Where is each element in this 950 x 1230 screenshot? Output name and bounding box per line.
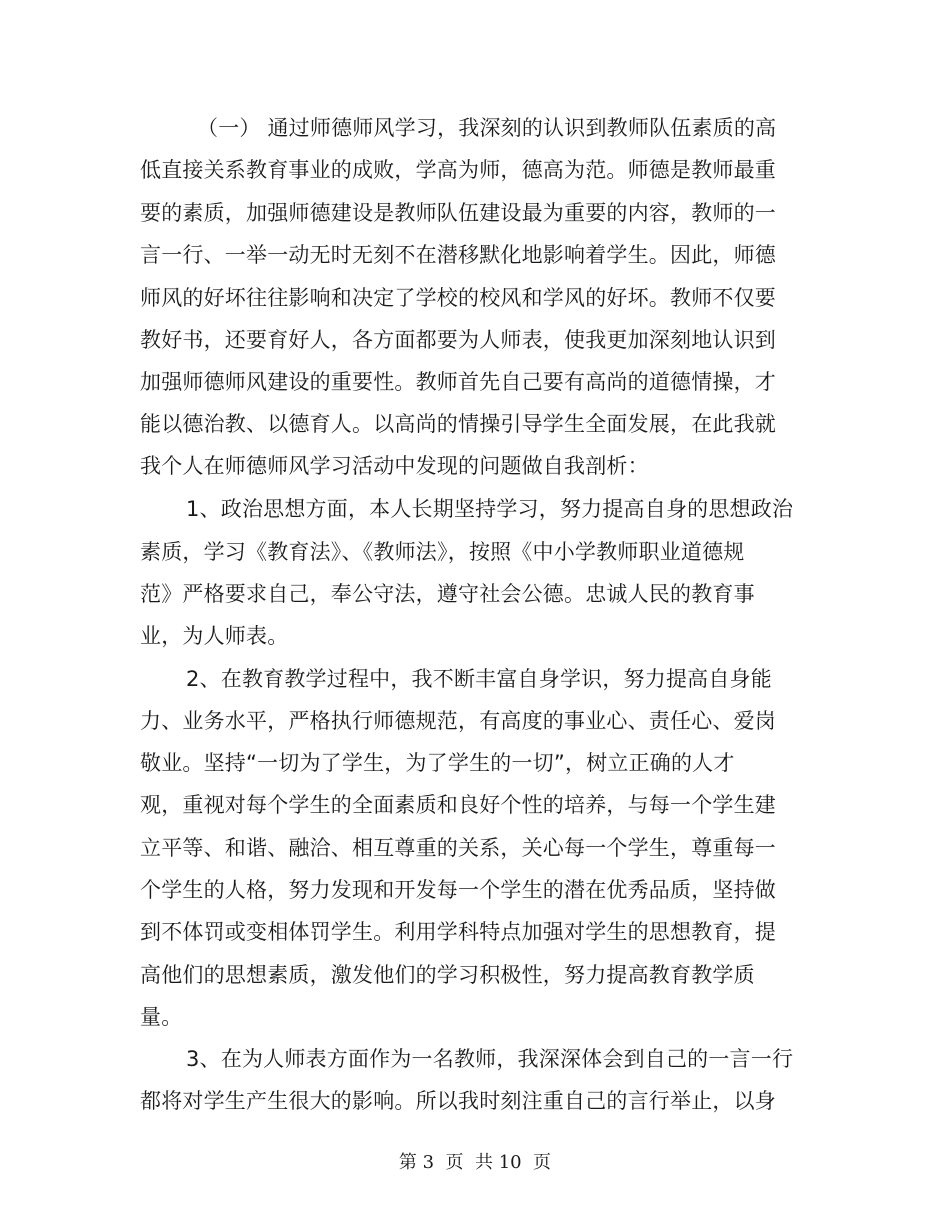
paragraph-3-line-5: 立平等、和谐、融洽、相互尊重的关系，关心每一个学生，尊重每一 xyxy=(140,836,776,860)
paragraph-2-line-4: 业，为人师表。 xyxy=(140,624,289,648)
paragraph-2-line-2: 素质，学习《教育法》、《教师法》，按照《中小学教师职业道德规 xyxy=(140,540,745,564)
paragraph-1-line-8: 能以德治教、以德育人。以高尚的情操引导学生全面发展，在此我就 xyxy=(140,412,776,436)
paragraph-1-line-3: 要的素质，加强师德建设是教师队伍建设最为重要的内容，教师的一 xyxy=(140,201,776,225)
paragraph-1-line-5: 师风的好坏往往影响和决定了学校的校风和学风的好坏。教师不仅要 xyxy=(140,286,776,310)
paragraph-3-line-1: 2、在教育教学过程中，我不断丰富自身学识，努力提高自身能 xyxy=(186,667,772,691)
paragraph-1-line-1: （一） 通过师德师风学习，我深刻的认识到教师队伍素质的高 xyxy=(197,116,777,140)
paragraph-3-line-8: 高他们的思想素质，激发他们的学习积极性，努力提高教育教学质 xyxy=(140,963,755,987)
paragraph-1-line-7: 加强师德师风建设的重要性。教师首先自己要有高尚的道德情操，才 xyxy=(140,370,776,394)
paragraph-3-line-6: 个学生的人格，努力发现和开发每一个学生的潜在优秀品质，坚持做 xyxy=(140,878,776,902)
paragraph-1-line-9: 我个人在师德师风学习活动中发现的问题做自我剖析： xyxy=(140,454,649,478)
paragraph-1-line-4: 言一行、一举一动无时无刻不在潜移默化地影响着学生。因此，师德 xyxy=(140,243,776,267)
paragraph-3-line-4: 观，重视对每个学生的全面素质和良好个性的培养，与每一个学生建 xyxy=(140,793,776,817)
paragraph-4-line-2: 都将对学生产生很大的影响。所以我时刻注重自己的言行举止，以身 xyxy=(140,1089,776,1113)
paragraph-1-line-6: 教好书，还要育好人，各方面都要为人师表，使我更加深刻地认识到 xyxy=(140,328,776,352)
paragraph-1-line-2: 低直接关系教育事业的成败，学高为师，德高为范。师德是教师最重 xyxy=(140,158,776,182)
paragraph-4-line-1: 3、在为人师表方面作为一名教师，我深深体会到自己的一言一行 xyxy=(186,1047,794,1071)
paragraph-3-line-7: 到不体罚或变相体罚学生。利用学科特点加强对学生的思想教育，提 xyxy=(140,920,776,944)
paragraph-3-line-3: 敬业。坚持“一切为了学生，为了学生的一切”，树立正确的人才 xyxy=(140,751,735,775)
paragraph-3-line-2: 力、业务水平，严格执行师德规范，有高度的事业心、责任心、爱岗 xyxy=(140,709,776,733)
paragraph-2-line-1: 1、政治思想方面，本人长期坚持学习，努力提高自身的思想政治 xyxy=(186,497,794,521)
paragraph-2-line-3: 范》严格要求自己，奉公守法，遵守社会公德。忠诚人民的教育事 xyxy=(140,582,755,606)
paragraph-3-line-9: 量。 xyxy=(140,1005,183,1029)
page-number-footer: 第 3 页 共 10 页 xyxy=(398,1152,552,1173)
